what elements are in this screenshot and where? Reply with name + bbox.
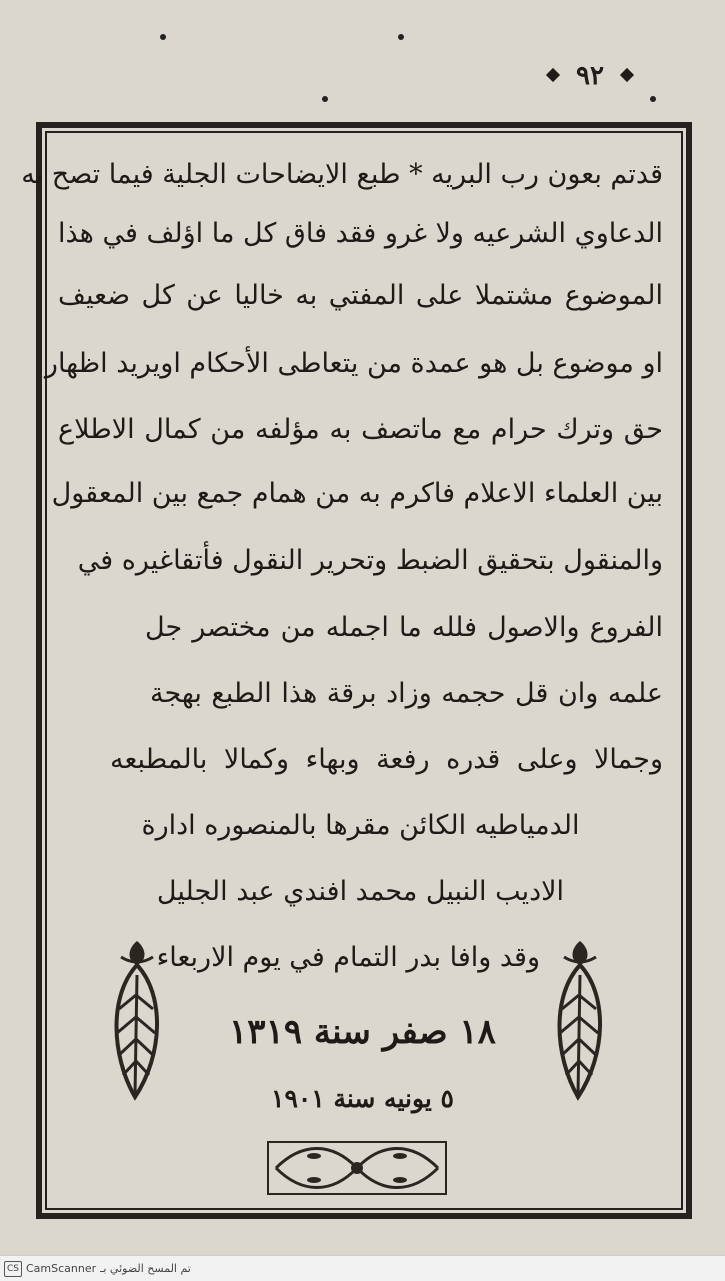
gregorian-date: ٥ يونيه سنة ١٩٠١	[271, 1084, 454, 1113]
scanner-caption: تم المسح الضوئي بـ	[100, 1262, 191, 1275]
floral-vignette-icon	[262, 1136, 452, 1200]
text-line-13: وقد وافا بدر التمام في يوم الاربعاء	[156, 942, 540, 973]
text-line-5: حق وترك حرام مع ماتصف به مؤلفه من كمال الاطلاع	[58, 414, 663, 445]
scanner-watermark-bar	[0, 1255, 725, 1281]
text-line-12: الاديب النبيل محمد افندي عبد الجليل	[156, 876, 565, 907]
scanner-app-name: CamScanner	[26, 1262, 97, 1275]
ink-speck	[650, 96, 656, 102]
ink-speck	[398, 34, 404, 40]
hijri-date: ١٨ صفر سنة ١٣١٩	[229, 1012, 496, 1052]
ink-speck	[322, 96, 328, 102]
text-line-8: الفروع والاصول فلله ما اجمله من مختصر جل	[145, 612, 663, 643]
text-line-10: وجمالا وعلى قدره رفعة وبهاء وكمالا بالمطبعه	[110, 744, 663, 775]
text-line-1: قدتم بعون رب البريه * طبع الايضاحات الجلية فيما تصح به	[21, 159, 663, 190]
page-number: ٩٢	[548, 58, 632, 94]
camscanner-logo-icon: CS	[4, 1261, 22, 1277]
leaf-ornament-right-icon	[548, 935, 612, 1105]
text-line-2: الدعاوي الشرعيه ولا غرو فقد فاق كل ما اؤلف في هذا	[57, 218, 663, 249]
text-line-3: الموضوع مشتملا على المفتي به خاليا عن كل ضعيف	[58, 280, 663, 311]
text-line-4: او موضوع بل هو عمدة من يتعاطى الأحكام اويريد اظهار	[44, 348, 663, 379]
text-line-11: الدمياطيه الكائن مقرها بالمنصوره ادارة	[141, 810, 580, 841]
text-line-7: والمنقول بتحقيق الضبط وتحرير النقول فأتقاغيره في	[77, 545, 663, 576]
ink-speck	[160, 34, 166, 40]
text-line-6: بين العلماء الاعلام فاكرم به من همام جمع بين المعقول	[51, 478, 663, 509]
text-line-9: علمه وان قل حجمه وزاد برقة هذا الطبع بهجة	[150, 678, 663, 709]
leaf-ornament-left-icon	[105, 935, 169, 1105]
